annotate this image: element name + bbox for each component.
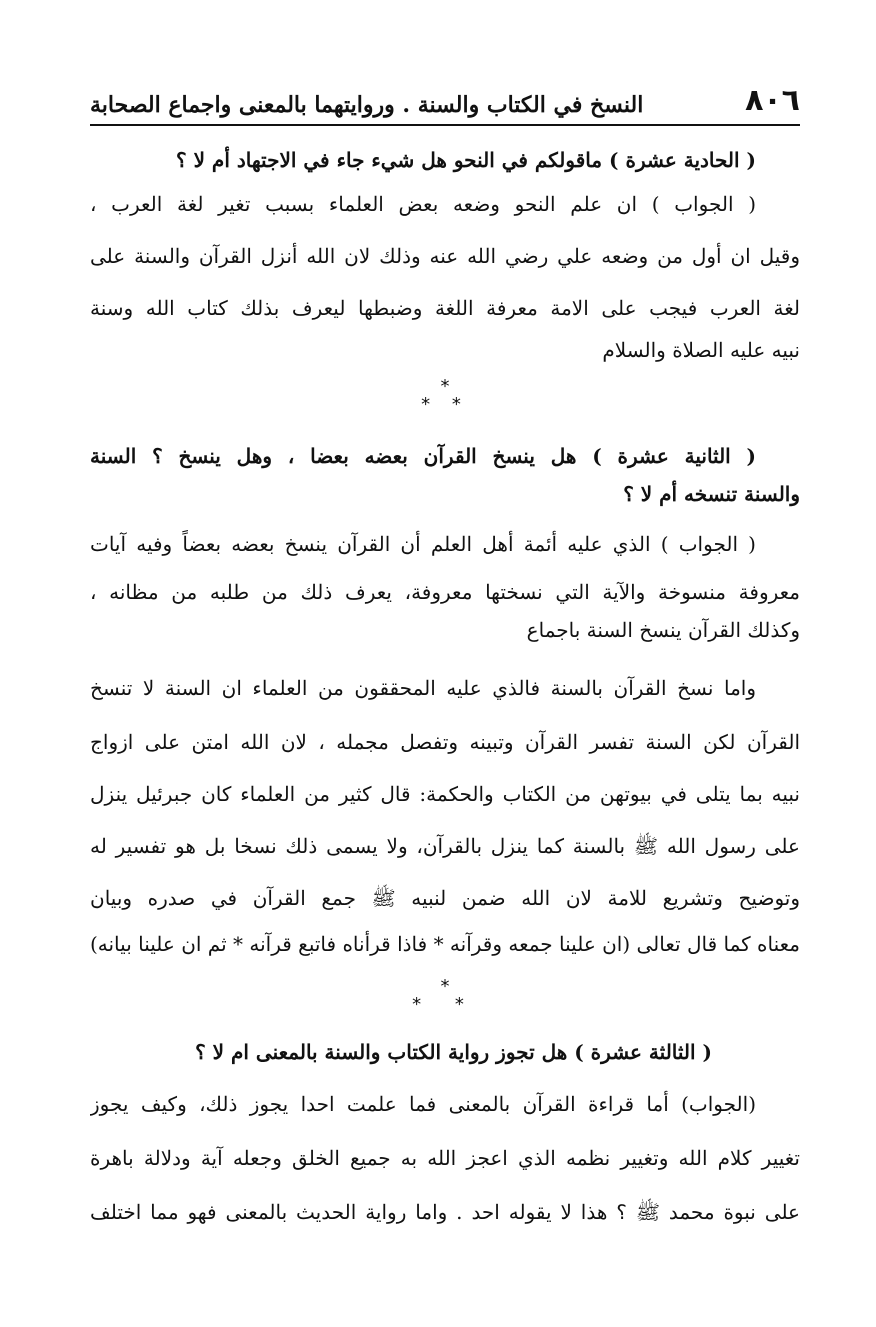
- abrogation-para-line-4: على رسول الله ﷺ بالسنة كما ينزل بالقرآن، ولا يسمى ذلك نسخا بل هو تفسير له: [90, 834, 800, 858]
- answer-12-line-2: معروفة منسوخة والآية التي نسختها معروفة، يعرف ذلك من طلبه من مظانه ،: [90, 580, 800, 604]
- page-body: [90, 140, 800, 1232]
- abrogation-para-line-3: نبيه بما يتلى في بيوتهن من الكتاب والحكمة: قال كثير من العلماء كان جبرئيل ينزل: [90, 782, 800, 806]
- answer-11-line-3: لغة العرب فيجب على الامة معرفة اللغة وضبطها ليعرف بذلك كتاب الله وسنة: [90, 296, 800, 320]
- answer-12-line-3: وكذلك القرآن ينسخ السنة باجماع: [526, 618, 800, 642]
- answer-11-line-1: ( الجواب ) ان علم النحو وضعه بعض العلماء بسبب تغير لغة العرب ،: [90, 192, 756, 216]
- answer-13-line-1: (الجواب) أما قراءة القرآن بالمعنى فما علمت احدا يجوز ذلك، وكيف يجوز: [90, 1092, 756, 1116]
- running-title: النسخ في الكتاب والسنة . وروايتهما بالمعنى واجماع الصحابة: [90, 92, 644, 118]
- answer-13-line-3: على نبوة محمد ﷺ ؟ هذا لا يقوله احد . واما رواية الحديث بالمعنى فهو مما اختلف: [90, 1200, 800, 1224]
- question-13: ( الثالثة عشرة ) هل تجوز رواية الكتاب والسنة بالمعنى ام لا ؟: [195, 1040, 712, 1064]
- abrogation-para-line-5: وتوضيح وتشريع للامة لان الله ضمن لنبيه ﷺ جمع القرآن في صدره وبيان: [90, 886, 800, 910]
- separator-star-top: *: [440, 976, 450, 997]
- question-12-line-1: ( الثانية عشرة ) هل ينسخ القرآن بعضه بعضا ، وهل ينسخ ؟ السنة: [90, 444, 756, 468]
- answer-11-line-4: نبيه عليه الصلاة والسلام: [602, 338, 800, 362]
- abrogation-para-line-6: معناه كما قال تعالى (ان علينا جمعه وقرآنه * فاذا قرأناه فاتبع قرآنه * ثم ان علينا بيانه): [90, 932, 800, 956]
- question-12-line-2: والسنة تنسخه أم لا ؟: [623, 482, 800, 506]
- section-separator-1: [90, 368, 800, 424]
- answer-12-line-1: ( الجواب ) الذي عليه أئمة أهل العلم أن القرآن ينسخ بعضه بعضاً وفيه آيات: [90, 532, 756, 556]
- abrogation-para-line-1: واما نسخ القرآن بالسنة فالذي عليه المحققون من العلماء ان السنة لا تنسخ: [90, 676, 756, 700]
- abrogation-para-line-2: القرآن لكن السنة تفسر القرآن وتبينه وتفصل مجمله ، لان الله امتن على ازواج: [90, 730, 800, 754]
- document-page: [90, 70, 800, 1270]
- answer-11-line-2: وقيل ان أول من وضعه علي رضي الله عنه وذلك لان الله أنزل القرآن والسنة على: [90, 244, 800, 268]
- page-number: ٨٠٦: [745, 83, 800, 118]
- page-header: [90, 70, 800, 126]
- section-separator-2: [90, 970, 800, 1022]
- separator-stars-bottom: * *: [412, 994, 478, 1015]
- question-11: ( الحادية عشرة ) ماقولكم في النحو هل شيء جاء في الاجتهاد أم لا ؟: [175, 148, 756, 172]
- answer-13-line-2: تغيير كلام الله وتغيير نظمه الذي اعجز الله به جميع الخلق وجعله آية ودلالة باهرة: [90, 1146, 800, 1170]
- separator-stars-bottom: * *: [421, 394, 469, 415]
- separator-star-top: *: [440, 376, 450, 397]
